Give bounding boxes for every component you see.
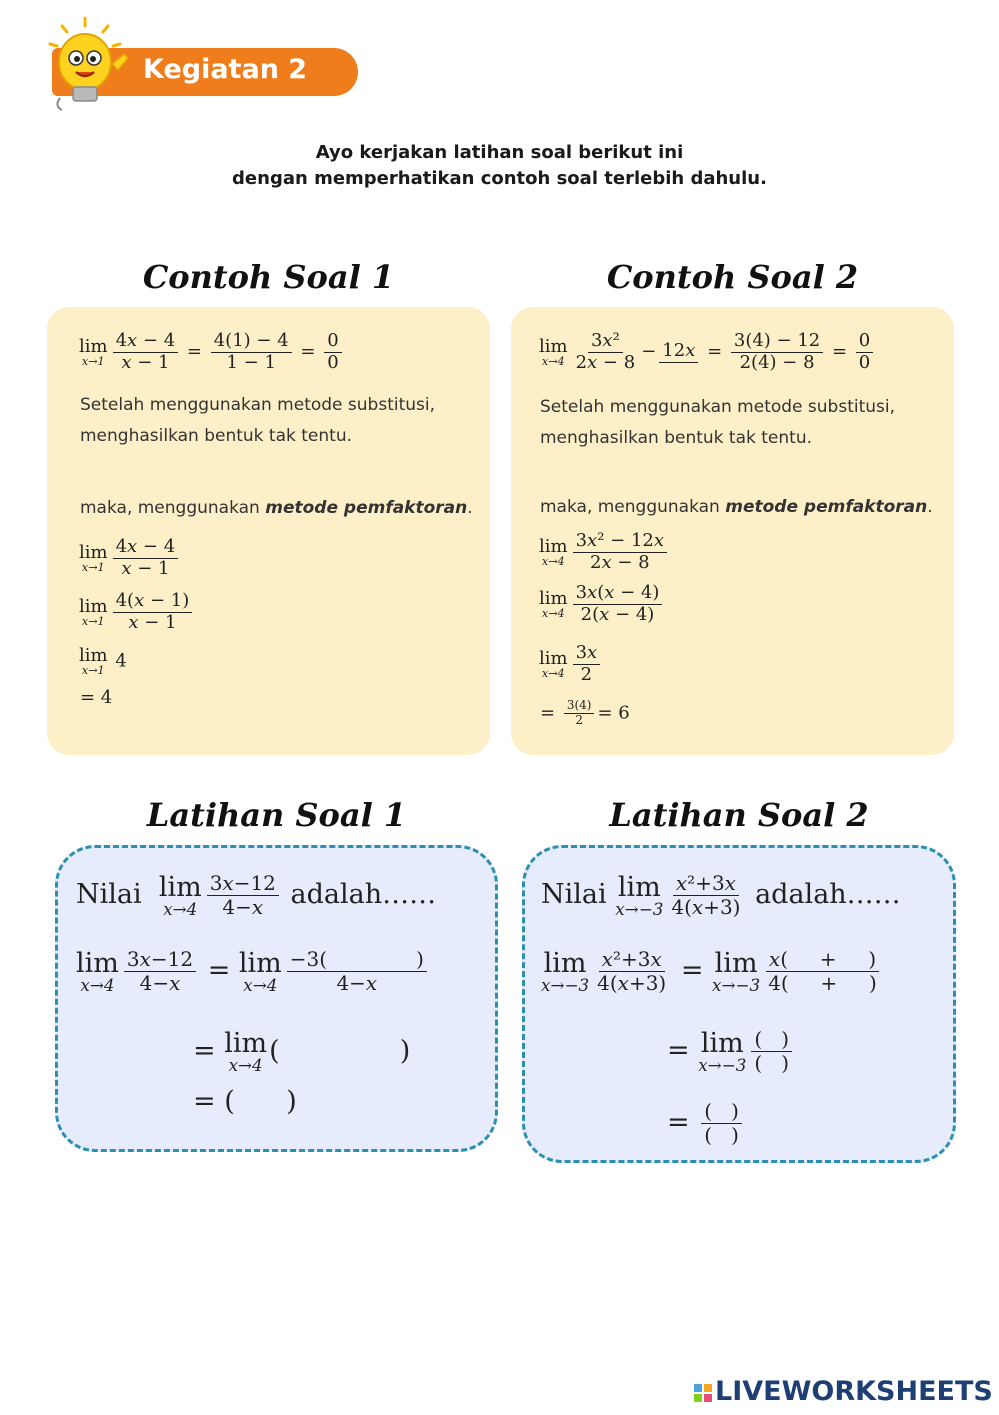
latihan2-answer: = $\frac{( )}{( )}$ — [667, 1100, 745, 1147]
latihan-soal-2-card — [522, 845, 956, 1163]
contoh-soal-2-title: Contoh Soal 2 — [606, 258, 859, 296]
contoh1-substitution: lim x→1 $\frac{4x - 4}{x - 1}$ = $\frac{4(1) - 4}{1 - 1}$ = $\frac{0}{0}$ — [79, 331, 345, 373]
latihan1-step-2: = lim x→4 ( ) — [193, 1028, 411, 1075]
activity-title: Kegiatan 2 — [143, 54, 308, 85]
intro-line-2: dengan memperhatikan contoh soal terlebih dahulu. — [232, 168, 767, 189]
contoh1-step-1: lim x→1 $\frac{4x - 4}{x - 1}$ — [79, 537, 181, 579]
latihan2-step-1: lim x→−3 $\frac{\text{x²+3x}}{4(x+3)}$ = lim x→−3 $\frac{x( + )}{4( + )}$ — [541, 948, 883, 995]
contoh2-step-1: lim x→4 $\frac{\text{3x² − 12x}}{2x - 8}$ — [539, 531, 670, 573]
contoh2-note-1: Setelah menggunakan metode substitusi, — [540, 397, 896, 417]
lightbulb-mascot-icon — [40, 14, 150, 114]
contoh2-step-3: lim x→4 $\frac{3x}{2}$ — [539, 643, 603, 685]
contoh1-method: metode pemfaktoran — [265, 498, 468, 518]
latihan2-step-2: = lim x→−3 $\frac{( )}{( )}$ — [667, 1028, 795, 1075]
latihan1-answer: = ( ) — [193, 1086, 297, 1117]
contoh1-method-line: maka, menggunakan metode pemfaktoran. — [80, 498, 473, 518]
contoh2-step-2: lim x→4 $\frac{3x(x - 4)}{2(x - 4)}$ — [539, 583, 665, 625]
contoh2-note-2: menghasilkan bentuk tak tentu. — [540, 428, 813, 448]
contoh-soal-2-card — [511, 307, 954, 755]
brand-text: LIVEWORKSHEETS — [715, 1376, 993, 1407]
contoh1-step-2: lim x→1 $\frac{4(x - 1)}{x - 1}$ — [79, 591, 195, 633]
contoh2-method-line: maka, menggunakan metode pemfaktoran. — [540, 497, 933, 517]
latihan-soal-2-title: Latihan Soal 2 — [609, 796, 869, 834]
contoh2-substitution: lim x→4 $\frac{\text{3x²}}{2x - 8}$ − 12x = $\frac{3(4) - 12}{2(4) - 8}$ = $\frac{0}{0}$ — [539, 331, 876, 373]
latihan2-question: Nilai lim x→−3 $\frac{\text{x²+3x}}{4(x+3)}$ adalah…… — [541, 871, 901, 919]
intro-line-1: Ayo kerjakan latihan soal berikut ini — [315, 142, 684, 163]
contoh1-result: = 4 — [80, 687, 113, 708]
contoh2-method: metode pemfaktoran — [725, 497, 928, 517]
latihan-soal-1-title: Latihan Soal 1 — [146, 796, 407, 834]
latihan1-step-1: lim x→4 $\frac{3x-12}{4-x}$ = lim x→4 $\frac{-3( )}{4-x}$ — [76, 948, 430, 995]
contoh2-result: = $\frac{3(4)}{2}$ = 6 — [540, 698, 630, 727]
brand-squares-icon — [693, 1383, 715, 1403]
liveworksheets-logo — [693, 1376, 993, 1407]
latihan1-question: Nilai lim x→4 $\frac{3x-12}{4-x}$ adalah…… — [76, 871, 437, 919]
contoh-soal-1-title: Contoh Soal 1 — [142, 258, 395, 296]
contoh1-note-2: menghasilkan bentuk tak tentu. — [80, 426, 353, 446]
contoh1-note-1: Setelah menggunakan metode substitusi, — [80, 395, 436, 415]
contoh-soal-1-card — [47, 307, 490, 755]
contoh1-step-3: lim x→1 4 — [79, 645, 127, 677]
latihan-soal-1-card — [55, 845, 498, 1152]
